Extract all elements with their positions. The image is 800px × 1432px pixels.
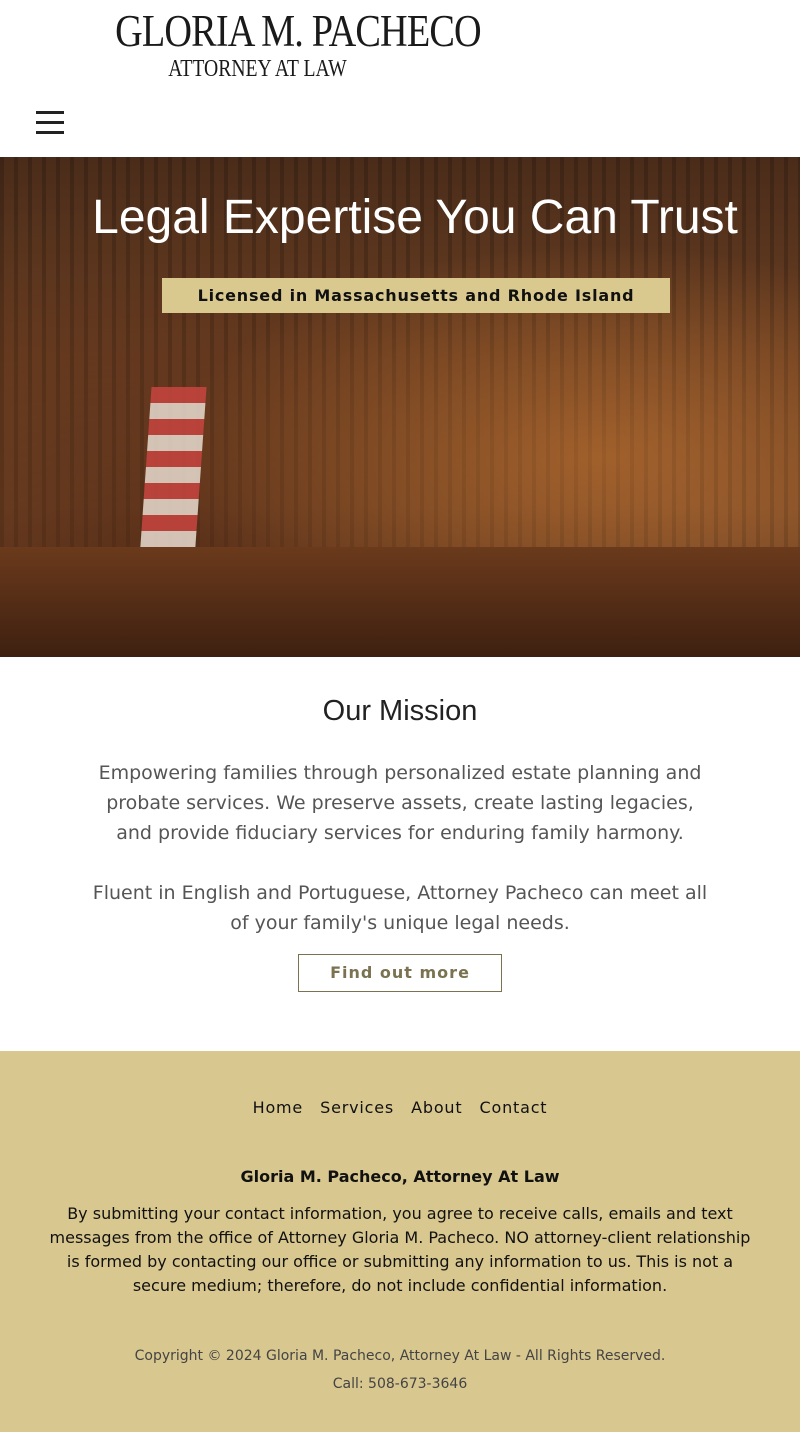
hero-section	[0, 157, 800, 657]
footer	[0, 1051, 800, 1432]
phone-number[interactable]: Call: 508-673-3646	[332, 1376, 468, 1392]
mission-title: Our Mission	[322, 695, 478, 727]
footer-nav	[0, 1098, 800, 1117]
logo[interactable]	[90, 6, 481, 82]
find-out-more-button[interactable]: Find out more	[298, 954, 502, 992]
logo-name: GLORIA M. PACHECO	[115, 6, 481, 56]
license-badge: Licensed in Massachusetts and Rhode Island	[162, 278, 670, 313]
language-text: Fluent in English and Portuguese, Attorney Pacheco can meet all of your family's unique legal needs.	[92, 882, 708, 934]
mission-section	[0, 657, 800, 1051]
hero-title: Legal Expertise You Can Trust	[92, 191, 738, 244]
logo-subtitle: ATTORNEY AT LAW	[168, 56, 347, 82]
copyright: Copyright © 2024 Gloria M. Pacheco, Attorney At Law - All Rights Reserved.	[134, 1348, 666, 1364]
footer-link-home[interactable]: Home	[252, 1098, 304, 1117]
footer-disclaimer: By submitting your contact information, you agree to receive calls, emails and text messages from the office of Attorney Gloria M. Pacheco. NO attorney-client relationship is formed by contacting our office or submitting any information to us. This is not a secure medium; therefore, do not include confidential information.	[49, 1204, 751, 1295]
hamburger-menu-icon[interactable]	[36, 111, 64, 135]
hero-image-desk	[0, 547, 800, 657]
footer-link-services[interactable]: Services	[320, 1098, 395, 1117]
footer-link-about[interactable]: About	[411, 1098, 463, 1117]
mission-text: Empowering families through personalized estate planning and probate services. We preserve assets, create lasting legacies, and provide fiduciary services for enduring family harmony.	[98, 762, 702, 844]
footer-link-contact[interactable]: Contact	[479, 1098, 548, 1117]
footer-firm-name: Gloria M. Pacheco, Attorney At Law	[240, 1167, 560, 1186]
site-header	[0, 0, 800, 157]
